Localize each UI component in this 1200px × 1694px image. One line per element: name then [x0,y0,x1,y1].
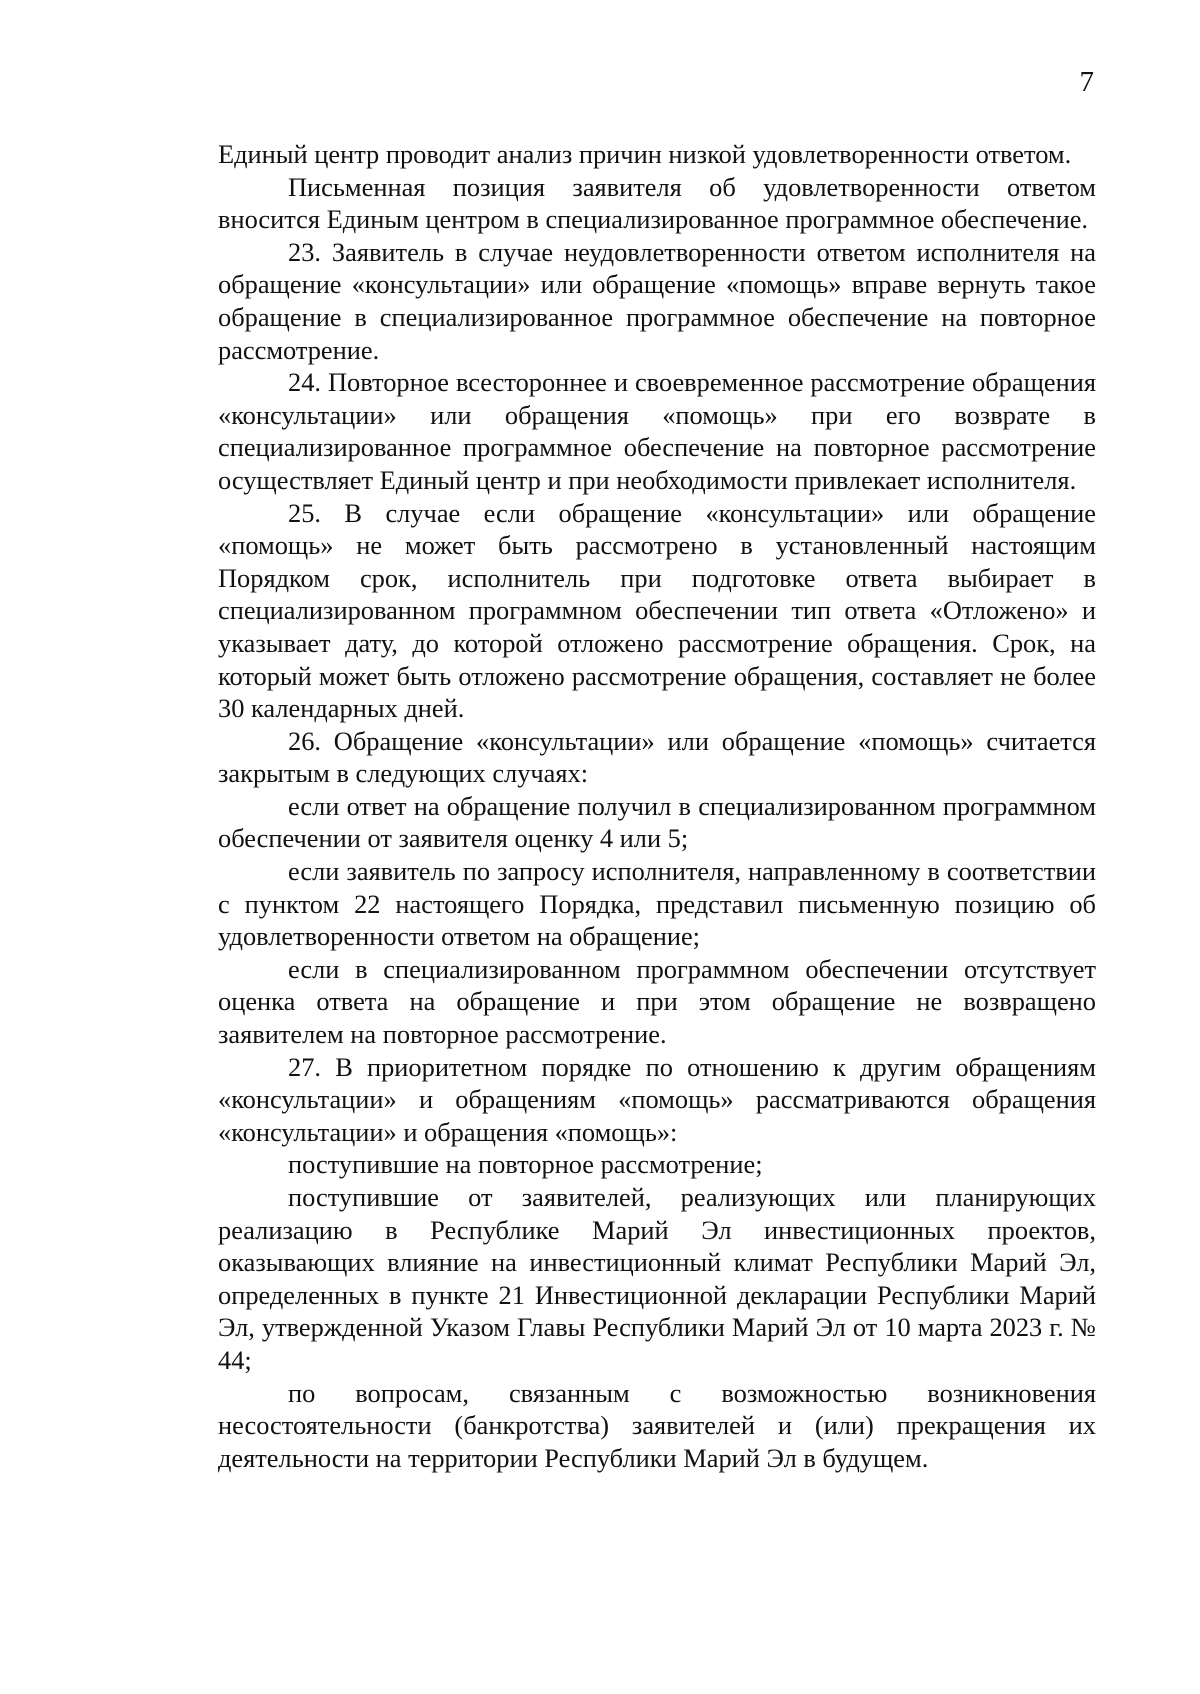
paragraph-item-25: 25. В случае если обращение «консультации» или обращение «помощь» не может быть рассмотрено в установленный настоящим Порядком срок, исполнитель при подготовке ответа выбирает в специализированном программном обеспечении тип ответа «Отложено» и указывает дату, до которой отложено рассмотрение обращения. Срок, на который может быть отложено рассмотрение обращения, составляет не более 30 календарных дней. [218,497,1096,724]
paragraph-priority-repeat-review: поступившие на повторное рассмотрение; [288,1149,763,1180]
paragraph-item-27: 27. В приоритетном порядке по отношению к другим обращениям «консультации» и обращениям «помощь» рассматриваются обращения «консультации» и обращения «помощь»: [218,1051,1096,1147]
page-number: 7 [1079,66,1094,98]
document-body [218,138,1096,1474]
paragraph-written-position: Письменная позиция заявителя об удовлетворенности ответом вносится Единым центром в специализированное программное обеспечение. [218,171,1096,235]
paragraph-item-26: 26. Обращение «консультации» или обращение «помощь» считается закрытым в следующих случаях: [218,725,1096,789]
paragraph-priority-investors: поступившие от заявителей, реализующих или планирующих реализацию в Республике Марий Эл инвестиционных проектов, оказывающих влияние на инвестиционный климат Республики Марий Эл, определенных в пункте 21 Инвестиционной декларации Республики Марий Эл, утвержденной Указом Главы Республики Марий Эл от 10 марта 2023 г. № 44; [218,1182,1096,1375]
paragraph-analysis-continuation: Единый центр проводит анализ причин низкой удовлетворенности ответом. [218,139,1072,169]
paragraph-closure-case-no-rating: если в специализированном программном обеспечении отсутствует оценка ответа на обращение и при этом обращение не возвращено заявителем на повторное рассмотрение. [218,953,1096,1050]
paragraph-item-23: 23. Заявитель в случае неудовлетворенности ответом исполнителя на обращение «консультации» или обращение «помощь» вправе вернуть такое обращение в специализированное программное обеспечение на повторное рассмотрение. [218,236,1096,365]
paragraph-item-24: 24. Повторное всестороннее и своевременное рассмотрение обращения «консультации» или обращения «помощь» при его возврате в специализированное программное обеспечение на повторное рассмотрение осуществляет Единый центр и при необходимости привлекает исполнителя. [218,367,1096,495]
paragraph-priority-bankruptcy: по вопросам, связанным с возможностью возникновения несостоятельности (банкротства) заявителей и (или) прекращения их деятельности на территории Республики Марий Эл в будущем. [218,1377,1096,1473]
paragraph-closure-case-written-position: если заявитель по запросу исполнителя, направленному в соответствии с пунктом 22 настоящего Порядка, представил письменную позицию об удовлетворенности ответом на обращение; [218,856,1096,952]
paragraph-closure-case-rating: если ответ на обращение получил в специализированном программном обеспечении от заявителя оценку 4 или 5; [218,790,1096,854]
